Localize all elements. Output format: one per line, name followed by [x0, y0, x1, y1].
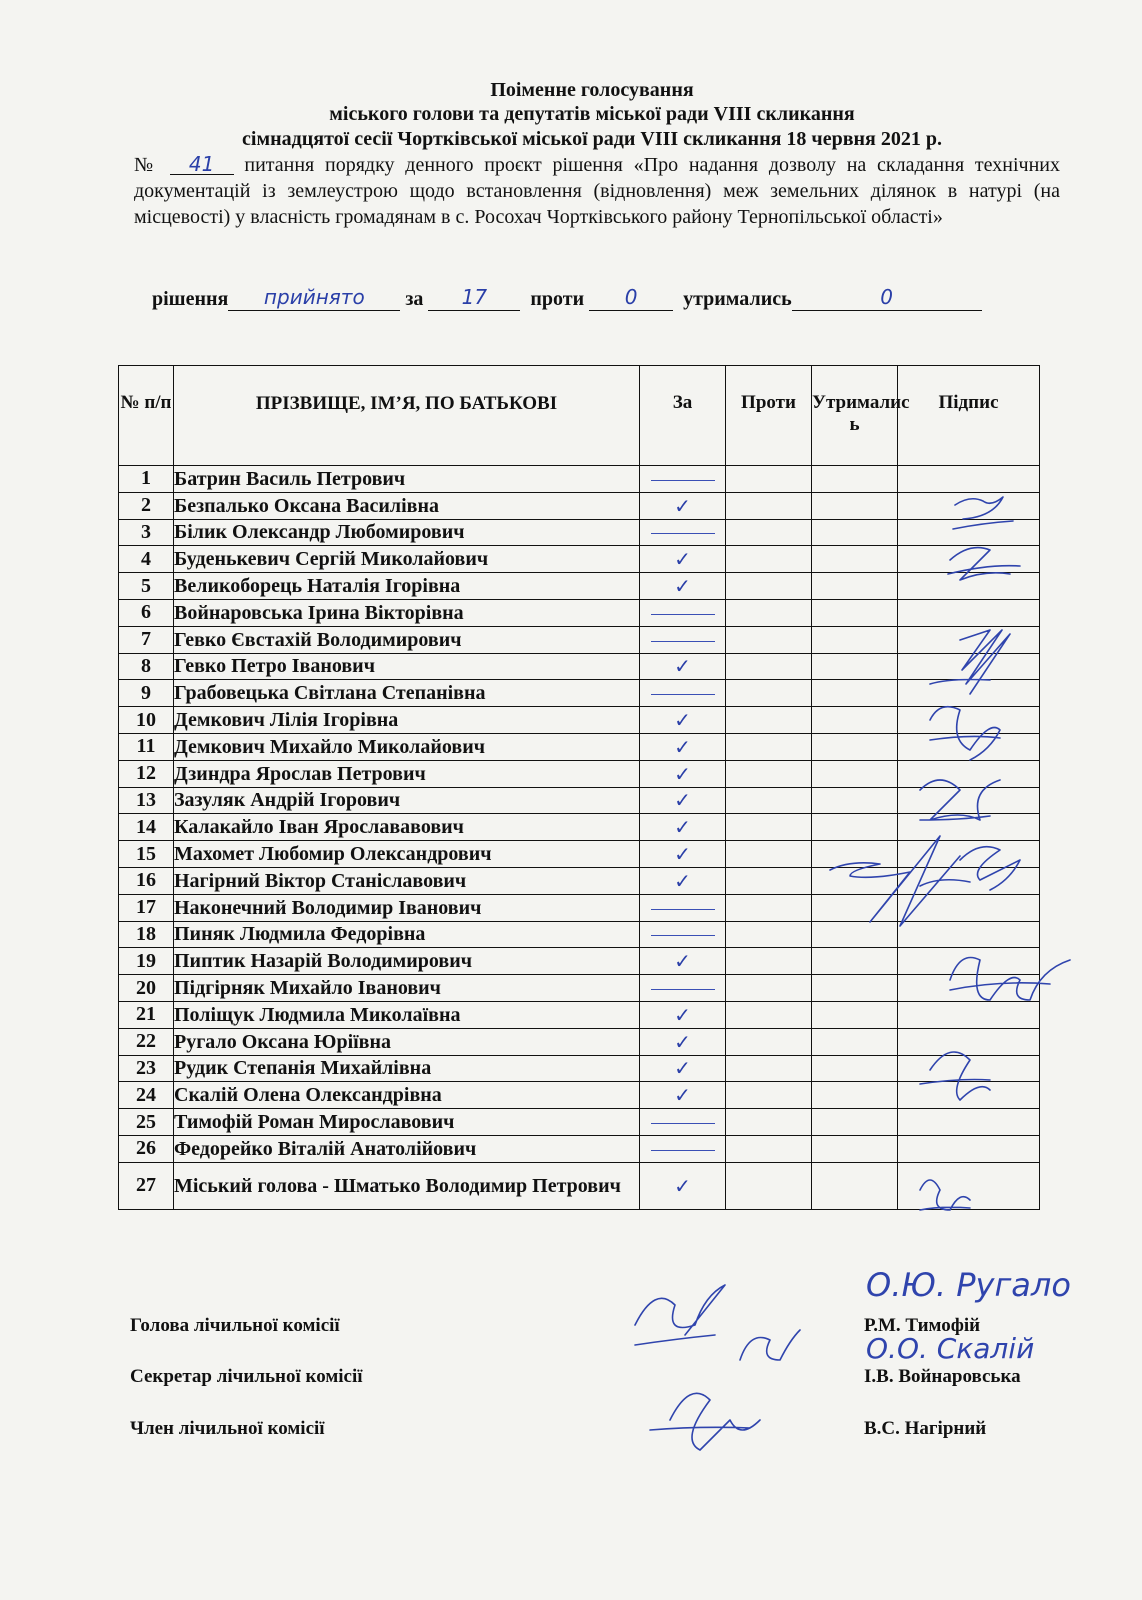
question-text: питання порядку денного проєкт рішення «Про надання дозволу на складання технічних документацій із землеустрою щодо встановлення (відновлення) меж земельних ділянок в натурі (на місцевості) у власність громадянам в с. Росохач Чортківського району Тернопільської області»: [134, 154, 1060, 228]
table-body: [119, 466, 1040, 1210]
vote-against-cell: [726, 599, 812, 626]
table-row: [119, 707, 1040, 734]
signature-scribble: [650, 1393, 760, 1450]
signature-cell: [898, 1082, 1040, 1109]
vote-abstain-cell: [812, 466, 898, 493]
table-row: [119, 1082, 1040, 1109]
checkmark-icon: ✓: [674, 574, 691, 599]
signature-cell: [898, 841, 1040, 868]
deputy-name: Гевко Петро Іванович: [174, 653, 640, 680]
signature-cell: [898, 680, 1040, 707]
vote-abstain-cell: [812, 599, 898, 626]
question-number-prefix: №: [134, 154, 159, 176]
table-row: [119, 841, 1040, 868]
row-number: 21: [119, 1001, 174, 1028]
vote-abstain-cell: [812, 787, 898, 814]
for-value-field: [428, 286, 520, 311]
row-number: 3: [119, 519, 174, 546]
vote-for-cell: [640, 1135, 726, 1162]
chair-name: Р.М. Тимофій: [864, 1315, 981, 1336]
deputy-name: Нагірний Віктор Станіславович: [174, 867, 640, 894]
table-row: [119, 1028, 1040, 1055]
vote-abstain-cell: [812, 1028, 898, 1055]
row-number: 16: [119, 867, 174, 894]
vote-abstain-cell: [812, 492, 898, 519]
signature-scribble: [740, 1330, 800, 1360]
row-number: 17: [119, 894, 174, 921]
vote-for-cell: [640, 707, 726, 734]
row-number: 15: [119, 841, 174, 868]
vote-against-cell: [726, 1135, 812, 1162]
vote-against-cell: [726, 519, 812, 546]
vote-for-cell: [640, 546, 726, 573]
row-number: 11: [119, 733, 174, 760]
table-row: [119, 1055, 1040, 1082]
vote-abstain-cell: [812, 814, 898, 841]
deputy-name: Рудик Степанія Михайлівна: [174, 1055, 640, 1082]
row-number: 14: [119, 814, 174, 841]
vote-abstain-cell: [812, 626, 898, 653]
vote-against-cell: [726, 653, 812, 680]
deputy-name: Наконечний Володимир Іванович: [174, 894, 640, 921]
absent-dash-icon: [651, 989, 715, 990]
checkmark-icon: ✓: [674, 949, 691, 974]
signature-cell: [898, 626, 1040, 653]
deputy-name: Ругало Оксана Юріївна: [174, 1028, 640, 1055]
for-label: за: [405, 288, 424, 310]
abstain-value-field: [792, 286, 982, 311]
checkmark-icon: ✓: [674, 788, 691, 813]
session-line: сімнадцятої сесії Чортківської міської ради VIII скликання 18 червня 2021 р.: [242, 128, 942, 150]
vote-against-cell: [726, 1082, 812, 1109]
signature-cell: [898, 707, 1040, 734]
signature-cell: [898, 466, 1040, 493]
signature-cell: [898, 814, 1040, 841]
row-number: 25: [119, 1109, 174, 1136]
row-number: 23: [119, 1055, 174, 1082]
table-row: [119, 894, 1040, 921]
vote-for-cell: [640, 599, 726, 626]
deputy-name: Скалій Олена Олександрівна: [174, 1082, 640, 1109]
signature-cell: [898, 948, 1040, 975]
vote-abstain-cell: [812, 573, 898, 600]
signature-cell: [898, 1109, 1040, 1136]
vote-against-cell: [726, 707, 812, 734]
deputy-name: Грабовецька Світлана Степанівна: [174, 680, 640, 707]
document-title: Поіменне голосування: [490, 79, 694, 101]
checkmark-icon: ✓: [674, 761, 691, 786]
vote-abstain-cell: [812, 519, 898, 546]
deputy-name: Гевко Євстахій Володимирович: [174, 626, 640, 653]
vote-against-cell: [726, 492, 812, 519]
row-number: 6: [119, 599, 174, 626]
table-row: [119, 1109, 1040, 1136]
checkmark-icon: ✓: [674, 815, 691, 840]
row-number: 7: [119, 626, 174, 653]
vote-abstain-cell: [812, 680, 898, 707]
vote-against-cell: [726, 1001, 812, 1028]
table-row: [119, 1135, 1040, 1162]
signature-cell: [898, 1135, 1040, 1162]
row-number: 10: [119, 707, 174, 734]
signature-cell: [898, 653, 1040, 680]
vote-for-cell: [640, 1082, 726, 1109]
table-row: [119, 948, 1040, 975]
header-abstain: Утрималис ь: [812, 366, 898, 466]
decision-value: прийнято: [263, 285, 365, 309]
checkmark-icon: ✓: [674, 734, 691, 759]
vote-against-cell: [726, 948, 812, 975]
vote-for-cell: [640, 921, 726, 948]
table-row: [119, 814, 1040, 841]
signature-cell: [898, 599, 1040, 626]
table-row: [119, 680, 1040, 707]
vote-against-cell: [726, 573, 812, 600]
table-row: [119, 573, 1040, 600]
vote-against-cell: [726, 975, 812, 1002]
table-header-row: [119, 366, 1040, 466]
row-number: 13: [119, 787, 174, 814]
member-label: Член лічильної комісії: [130, 1418, 325, 1439]
row-number: 4: [119, 546, 174, 573]
vote-for-cell: [640, 1055, 726, 1082]
vote-against-cell: [726, 787, 812, 814]
table-row: [119, 546, 1040, 573]
vote-for-cell: [640, 841, 726, 868]
vote-against-cell: [726, 841, 812, 868]
deputy-name: Білик Олександр Любомирович: [174, 519, 640, 546]
table-row: [119, 466, 1040, 493]
vote-for-cell: [640, 948, 726, 975]
row-number: 19: [119, 948, 174, 975]
vote-for-cell: [640, 867, 726, 894]
checkmark-icon: ✓: [674, 547, 691, 572]
vote-against-cell: [726, 680, 812, 707]
deputy-name: Зазуляк Андрій Ігорович: [174, 787, 640, 814]
row-number: 20: [119, 975, 174, 1002]
checkmark-icon: ✓: [674, 1056, 691, 1081]
deputy-name: Підгірняк Михайло Іванович: [174, 975, 640, 1002]
deputy-name: Демкович Михайло Миколайович: [174, 733, 640, 760]
vote-for-cell: [640, 1109, 726, 1136]
table-row: [119, 653, 1040, 680]
table-row: [119, 519, 1040, 546]
signature-cell: [898, 1001, 1040, 1028]
member-name: В.С. Нагірний: [864, 1418, 987, 1439]
document-subtitle: міського голови та депутатів міської ради VIII скликання: [329, 103, 855, 125]
signature-scribble: [635, 1285, 725, 1345]
checkmark-icon: ✓: [674, 868, 691, 893]
abstain-count: 0: [880, 285, 894, 309]
absent-dash-icon: [651, 533, 715, 534]
table-row: [119, 921, 1040, 948]
signature-cell: [898, 1162, 1040, 1209]
header-against: Проти: [726, 366, 812, 466]
decision-value-field: [228, 286, 400, 311]
signature-cell: [898, 975, 1040, 1002]
vote-against-cell: [726, 1028, 812, 1055]
decision-line: [152, 286, 982, 311]
deputy-name: Федорейко Віталій Анатолійович: [174, 1135, 640, 1162]
vote-abstain-cell: [812, 975, 898, 1002]
vote-for-cell: [640, 894, 726, 921]
signature-cell: [898, 894, 1040, 921]
row-number: 12: [119, 760, 174, 787]
header-for: За: [640, 366, 726, 466]
row-number: 2: [119, 492, 174, 519]
vote-for-cell: [640, 519, 726, 546]
vote-abstain-cell: [812, 1162, 898, 1209]
deputy-name: Батрин Василь Петрович: [174, 466, 640, 493]
vote-for-cell: [640, 653, 726, 680]
checkmark-icon: ✓: [674, 1173, 691, 1198]
vote-abstain-cell: [812, 1109, 898, 1136]
row-number: 27: [119, 1162, 174, 1209]
deputy-name: Безпалько Оксана Василівна: [174, 492, 640, 519]
checkmark-icon: ✓: [674, 842, 691, 867]
absent-dash-icon: [651, 614, 715, 615]
vote-abstain-cell: [812, 948, 898, 975]
row-number: 22: [119, 1028, 174, 1055]
vote-against-cell: [726, 466, 812, 493]
table-row: [119, 975, 1040, 1002]
vote-for-cell: [640, 733, 726, 760]
handwritten-note: О.Ю. Ругало: [866, 1266, 1071, 1304]
signature-cell: [898, 519, 1040, 546]
roll-call-table: [118, 365, 1040, 1210]
vote-for-cell: [640, 787, 726, 814]
vote-abstain-cell: [812, 921, 898, 948]
table-row: [119, 626, 1040, 653]
row-number: 24: [119, 1082, 174, 1109]
vote-abstain-cell: [812, 707, 898, 734]
vote-for-cell: [640, 573, 726, 600]
checkmark-icon: ✓: [674, 493, 691, 518]
row-number: 1: [119, 466, 174, 493]
deputy-name: Демкович Лілія Ігорівна: [174, 707, 640, 734]
vote-for-cell: [640, 760, 726, 787]
signature-cell: [898, 733, 1040, 760]
question-number-handwritten: 41: [188, 152, 215, 176]
signature-cell: [898, 1055, 1040, 1082]
vote-abstain-cell: [812, 1135, 898, 1162]
header-signature: Підпис: [898, 366, 1040, 466]
vote-for-cell: [640, 680, 726, 707]
vote-abstain-cell: [812, 733, 898, 760]
table-row: [119, 599, 1040, 626]
vote-for-cell: [640, 626, 726, 653]
table-row: [119, 492, 1040, 519]
deputy-name: Дзиндра Ярослав Петрович: [174, 760, 640, 787]
absent-dash-icon: [651, 1123, 715, 1124]
deputy-name: Войнаровська Ірина Вікторівна: [174, 599, 640, 626]
signature-cell: [898, 492, 1040, 519]
table-row: [119, 1162, 1040, 1209]
decision-label: рішення: [152, 288, 229, 310]
deputy-name: Тимофій Роман Мирославович: [174, 1109, 640, 1136]
checkmark-icon: ✓: [674, 708, 691, 733]
vote-abstain-cell: [812, 760, 898, 787]
deputy-name: Поліщук Людмила Миколаївна: [174, 1001, 640, 1028]
vote-for-cell: [640, 1162, 726, 1209]
abstain-label: утримались: [683, 288, 792, 310]
vote-against-cell: [726, 760, 812, 787]
signature-cell: [898, 1028, 1040, 1055]
vote-abstain-cell: [812, 1055, 898, 1082]
vote-against-cell: [726, 546, 812, 573]
deputy-name: Великоборець Наталія Ігорівна: [174, 573, 640, 600]
checkmark-icon: ✓: [674, 1083, 691, 1108]
checkmark-icon: ✓: [674, 654, 691, 679]
absent-dash-icon: [651, 694, 715, 695]
deputy-name: Буденькевич Сергій Миколайович: [174, 546, 640, 573]
deputy-name: Калакайло Іван Ярослававович: [174, 814, 640, 841]
vote-for-cell: [640, 466, 726, 493]
vote-abstain-cell: [812, 1082, 898, 1109]
row-number: 5: [119, 573, 174, 600]
table-row: [119, 733, 1040, 760]
deputy-name: Махомет Любомир Олександрович: [174, 841, 640, 868]
deputy-name: Міський голова - Шматько Володимир Петрович: [174, 1162, 640, 1209]
vote-for-cell: [640, 1001, 726, 1028]
absent-dash-icon: [651, 935, 715, 936]
vote-abstain-cell: [812, 653, 898, 680]
question-number: [170, 154, 234, 175]
secretary-name: І.В. Войнаровська: [864, 1366, 1021, 1387]
deputy-name: Пиптик Назарій Володимирович: [174, 948, 640, 975]
row-number: 8: [119, 653, 174, 680]
table-row: [119, 867, 1040, 894]
vote-for-cell: [640, 814, 726, 841]
vote-against-cell: [726, 733, 812, 760]
vote-abstain-cell: [812, 894, 898, 921]
checkmark-icon: ✓: [674, 1002, 691, 1027]
deputy-name: Пиняк Людмила Федорівна: [174, 921, 640, 948]
table-row: [119, 787, 1040, 814]
signature-cell: [898, 546, 1040, 573]
handwritten-note: О.О. Скалій: [866, 1332, 1035, 1365]
vote-abstain-cell: [812, 1001, 898, 1028]
table-row: [119, 1001, 1040, 1028]
chair-label: Голова лічильної комісії: [130, 1315, 340, 1336]
signature-cell: [898, 867, 1040, 894]
vote-abstain-cell: [812, 841, 898, 868]
signature-cell: [898, 573, 1040, 600]
absent-dash-icon: [651, 909, 715, 910]
vote-abstain-cell: [812, 867, 898, 894]
signature-cell: [898, 787, 1040, 814]
row-number: 26: [119, 1135, 174, 1162]
absent-dash-icon: [651, 480, 715, 481]
absent-dash-icon: [651, 641, 715, 642]
against-count: 0: [624, 285, 638, 309]
vote-abstain-cell: [812, 546, 898, 573]
vote-against-cell: [726, 814, 812, 841]
agenda-question: [134, 152, 1060, 230]
table-row: [119, 760, 1040, 787]
against-label: проти: [530, 288, 585, 310]
vote-against-cell: [726, 1055, 812, 1082]
vote-against-cell: [726, 894, 812, 921]
vote-against-cell: [726, 1162, 812, 1209]
signature-cell: [898, 921, 1040, 948]
vote-against-cell: [726, 921, 812, 948]
vote-for-cell: [640, 975, 726, 1002]
vote-for-cell: [640, 492, 726, 519]
vote-for-cell: [640, 1028, 726, 1055]
vote-against-cell: [726, 1109, 812, 1136]
vote-against-cell: [726, 867, 812, 894]
row-number: 9: [119, 680, 174, 707]
vote-against-cell: [726, 626, 812, 653]
header-full-name: ПРІЗВИЩЕ, ІМ’Я, ПО БАТЬКОВІ: [174, 366, 640, 466]
signature-cell: [898, 760, 1040, 787]
secretary-label: Секретар лічильної комісії: [130, 1366, 363, 1387]
absent-dash-icon: [651, 1150, 715, 1151]
header-number: № п/п: [119, 366, 174, 466]
row-number: 18: [119, 921, 174, 948]
checkmark-icon: ✓: [674, 1029, 691, 1054]
for-count: 17: [461, 285, 488, 309]
against-value-field: [589, 286, 673, 311]
